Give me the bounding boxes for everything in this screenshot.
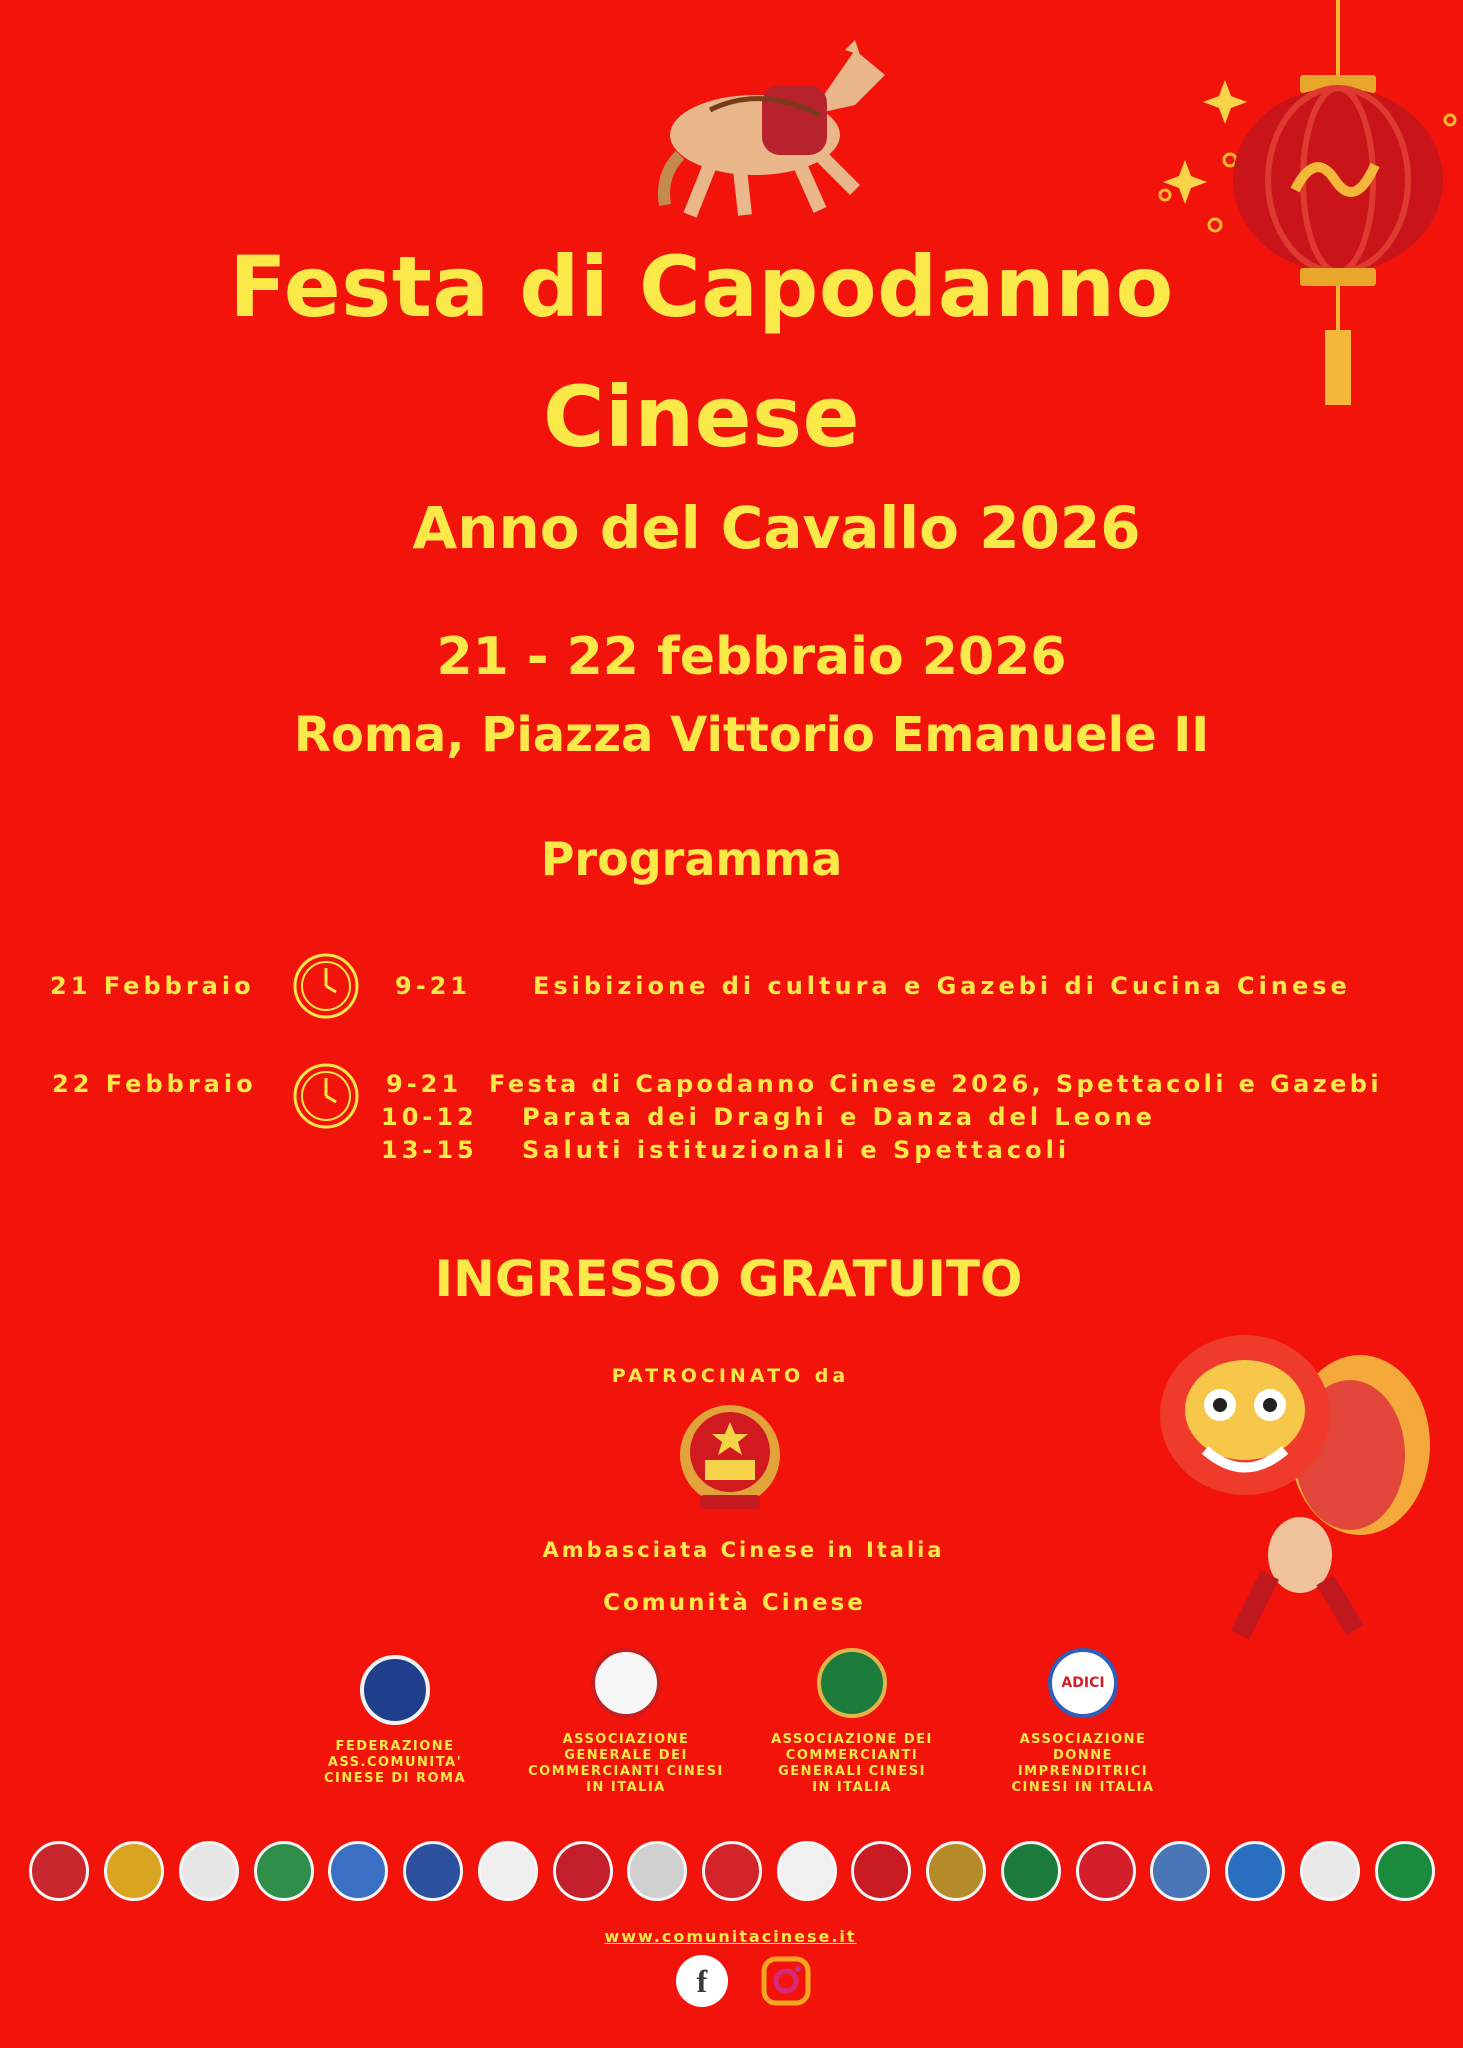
program-day2-date: 22 Febbraio xyxy=(52,1070,257,1098)
association-3 xyxy=(742,1648,962,1796)
sponsor-logo xyxy=(553,1841,613,1901)
sponsor-logo xyxy=(254,1841,314,1901)
sponsor-logo xyxy=(851,1841,911,1901)
sponsor-logo xyxy=(1001,1841,1061,1901)
association-name-line: COMMERCIANTI CINESI xyxy=(528,1764,724,1779)
patronage-label: PATROCINATO da xyxy=(611,1365,850,1387)
association-name-line: ASSOCIAZIONE DEI xyxy=(771,1732,933,1747)
instagram-icon[interactable] xyxy=(760,1955,812,2007)
sponsor-logo xyxy=(403,1841,463,1901)
association-name-line: ASS.COMUNITA' xyxy=(327,1755,463,1770)
sponsor-logo xyxy=(179,1841,239,1901)
program-day2-event-1: Festa di Capodanno Cinese 2026, Spettacoli e Gazebi xyxy=(489,1070,1383,1098)
association-name xyxy=(285,1739,505,1787)
facebook-icon[interactable]: f xyxy=(676,1955,728,2007)
association-name-line: COMMERCIANTI xyxy=(785,1748,919,1763)
sponsor-logo-strip xyxy=(22,1838,1442,1904)
association-name xyxy=(973,1732,1193,1796)
association-logo xyxy=(817,1648,887,1718)
association-logo xyxy=(1048,1648,1118,1718)
program-day2-time-2: 10-12 xyxy=(381,1103,478,1131)
program-day2-event-3: Saluti istituzionali e Spettacoli xyxy=(522,1136,1071,1164)
sponsor-logo xyxy=(1150,1841,1210,1901)
association-name xyxy=(516,1732,736,1796)
association-name xyxy=(742,1732,962,1796)
program-day2-time-1: 9-21 xyxy=(386,1070,463,1098)
sponsor-logo xyxy=(29,1841,89,1901)
association-4 xyxy=(973,1648,1193,1796)
association-1 xyxy=(285,1655,505,1787)
association-name-line: CINESI IN ITALIA xyxy=(1011,1780,1155,1795)
program-day1-date: 21 Febbraio xyxy=(50,972,255,1000)
association-name-line: IMPRENDITRICI xyxy=(1017,1764,1149,1779)
sponsor-logo xyxy=(104,1841,164,1901)
association-logo xyxy=(591,1648,661,1718)
embassy-emblem xyxy=(675,1400,785,1515)
association-name-line: IN ITALIA xyxy=(812,1780,892,1795)
program-day1-event: Esibizione di cultura e Gazebi di Cucina Cinese xyxy=(533,972,1351,1000)
program-heading: Programma xyxy=(540,832,843,886)
association-name-line: DONNE xyxy=(1053,1748,1113,1763)
sponsor-logo xyxy=(1300,1841,1360,1901)
horse-illustration xyxy=(650,35,910,225)
sponsor-logo xyxy=(478,1841,538,1901)
program-day2-time-3: 13-15 xyxy=(381,1136,478,1164)
title-line-1: Festa di Capodanno xyxy=(229,238,1174,336)
lion-dance-illustration xyxy=(1150,1325,1440,1645)
program-day1-time: 9-21 xyxy=(395,972,472,1000)
subtitle: Anno del Cavallo 2026 xyxy=(412,494,1141,562)
sponsor-logo xyxy=(627,1841,687,1901)
sponsor-logo xyxy=(926,1841,986,1901)
clock-icon xyxy=(292,952,360,1020)
association-name-line: ASSOCIAZIONE xyxy=(1019,1732,1147,1747)
event-location: Roma, Piazza Vittorio Emanuele II xyxy=(293,707,1210,763)
clock-icon xyxy=(292,1062,360,1130)
sponsor-logo xyxy=(1225,1841,1285,1901)
association-logo-text: ADICI xyxy=(1061,1675,1105,1691)
association-name-line: ASSOCIAZIONE xyxy=(562,1732,690,1747)
association-name-line: GENERALI CINESI xyxy=(778,1764,926,1779)
website-link[interactable]: www.comunitacinese.it xyxy=(604,1927,857,1946)
association-logo xyxy=(360,1655,430,1725)
association-2 xyxy=(516,1648,736,1796)
sponsor-logo xyxy=(1375,1841,1435,1901)
title-line-2: Cinese xyxy=(542,368,861,466)
sponsor-logo xyxy=(702,1841,762,1901)
association-name-line: GENERALE DEI xyxy=(564,1748,688,1763)
footer-url-wrap xyxy=(0,1927,1462,1946)
sponsor-logo xyxy=(777,1841,837,1901)
sponsor-logo xyxy=(328,1841,388,1901)
community-name: Comunità Cinese xyxy=(603,1590,866,1616)
association-name-line: CINESE DI ROMA xyxy=(323,1771,467,1786)
embassy-name: Ambasciata Cinese in Italia xyxy=(542,1538,945,1562)
program-day2-event-2: Parata dei Draghi e Danza del Leone xyxy=(522,1103,1156,1131)
association-name-line: IN ITALIA xyxy=(586,1780,666,1795)
admission-free: INGRESSO GRATUITO xyxy=(434,1250,1023,1308)
event-dates: 21 - 22 febbraio 2026 xyxy=(436,627,1067,687)
lantern-decoration xyxy=(1145,0,1463,420)
sponsor-logo xyxy=(1076,1841,1136,1901)
association-name-line: FEDERAZIONE xyxy=(335,1739,455,1754)
